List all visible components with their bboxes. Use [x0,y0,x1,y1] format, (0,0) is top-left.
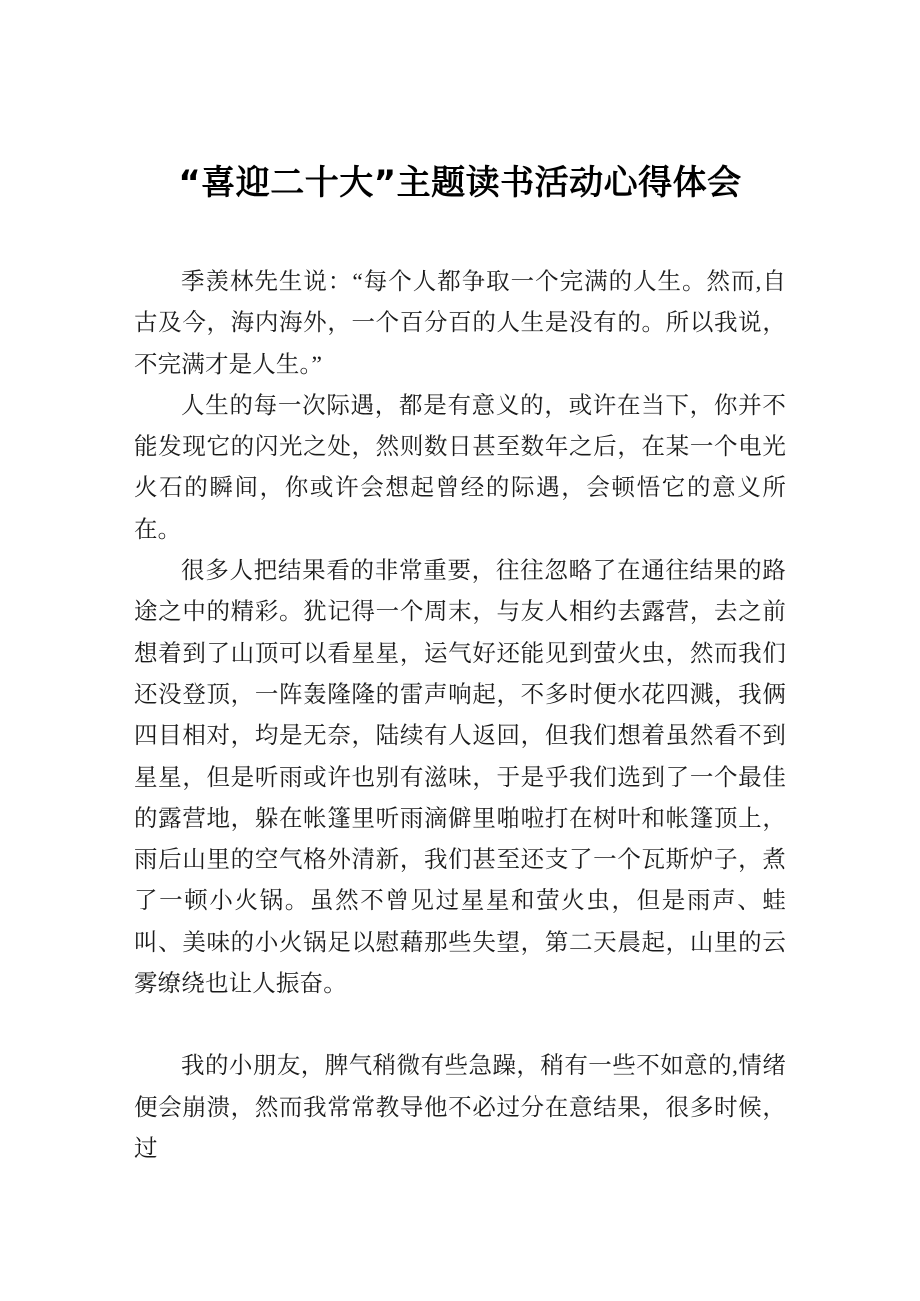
paragraph-1: 季羡林先生说：“每个人都争取一个完满的人生。然而,自古及今，海内海外，一个百分百的人生是没有的。所以我说，不完满才是人生。” [134,269,786,378]
document-body [134,262,786,1170]
paragraph-4: 我的小朋友，脾气稍微有些急躁，稍有一些不如意的,情绪便会崩溃，然而我常常教导他不必过分在意结果，很多时候，过 [134,1053,786,1162]
paragraph-3: 很多人把结果看的非常重要，往往忽略了在通往结果的路途之中的精彩。犹记得一个周末，与友人相约去露营，去之前想着到了山顶可以看星星，运气好还能见到萤火虫，然而我们还没登顶，一阵轰隆隆的雷声响起，不多时便水花四溅，我俩四目相对，均是无奈，陆续有人返回，但我们想着虽然看不到星星，但是听雨或许也别有滋味，于是乎我们选到了一个最佳的露营地，躲在帐篷里听雨滴僻里啪啦打在树叶和帐篷顶上，雨后山里的空气格外清新，我们甚至还支了一个瓦斯炉子，煮了一顿小火锅。虽然不曾见过星星和萤火虫，但是雨声、蛙叫、美味的小火锅足以慰藉那些失望，第二天晨起，山里的云雾缭绕也让人振奋。 [134,558,786,998]
page-title: “喜迎二十大”主题读书活动心得体会 [178,163,742,203]
paragraph-2: 人生的每一次际遇，都是有意义的，或许在当下，你并不能发现它的闪光之处，然则数日甚至数年之后，在某一个电光火石的瞬间，你或许会想起曾经的际遇，会顿悟它的意义所在。 [134,392,786,543]
